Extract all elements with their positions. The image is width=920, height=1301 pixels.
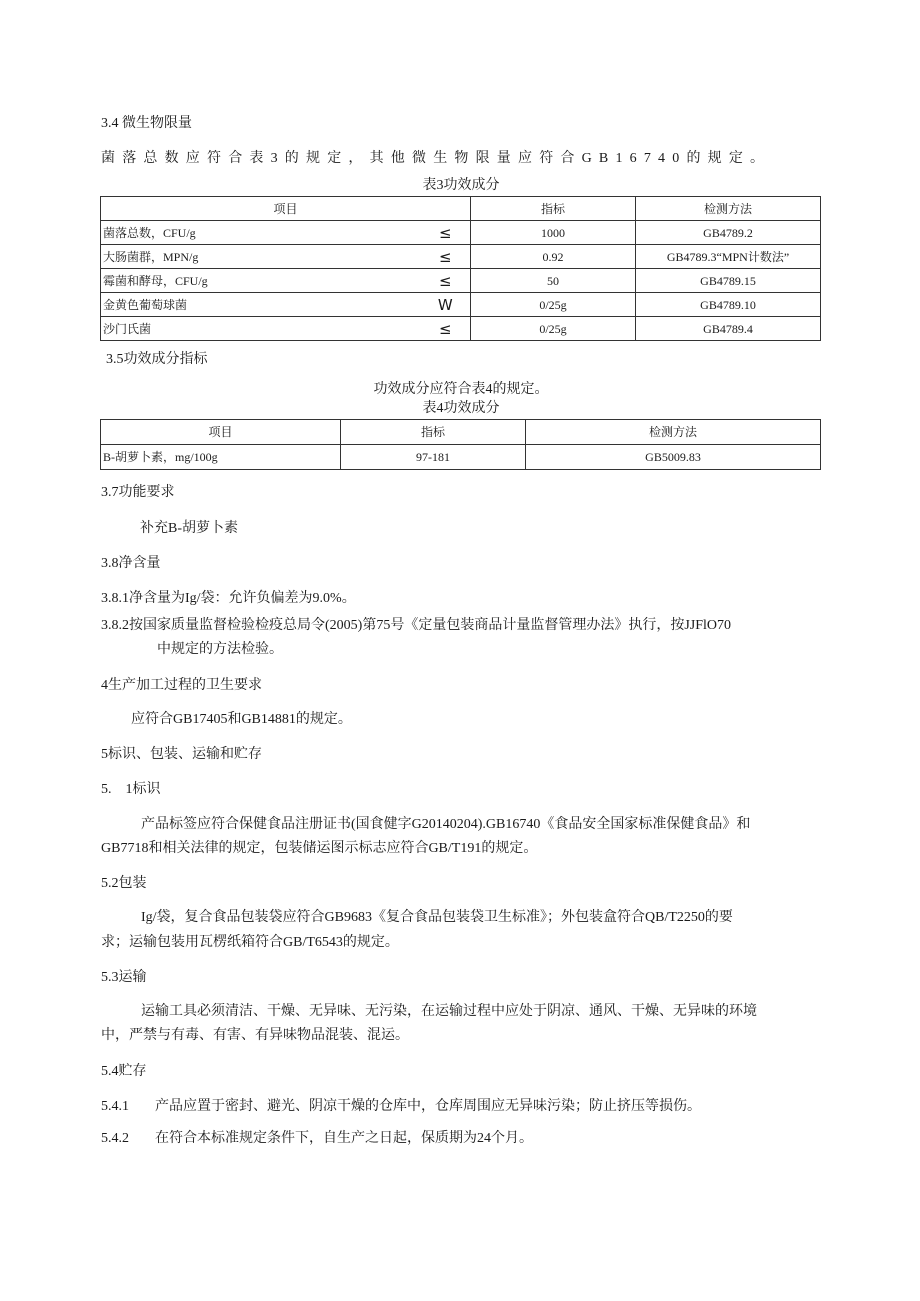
table-row: [101, 221, 821, 245]
table-3-method: GB4789.2: [636, 221, 821, 245]
section-5-3-line-1: 运输工具必须清洁、干燥、无异味、无污染，在运输过程中应处于阴凉、通风、干燥、无异味的环境: [141, 1004, 757, 1019]
section-5-3-line-2: 中，严禁与有毒、有害、有异味物品混装、混运。: [101, 1028, 409, 1043]
section-3-8-2-line-2: 中规定的方法检验。: [157, 642, 283, 657]
table-4-item: B-胡萝卜素，mg/100g: [101, 445, 341, 470]
table-4-caption: 表4功效成分: [422, 401, 500, 416]
table-row: [101, 293, 821, 317]
table-3-item: 金黄色葡萄球菌: [101, 293, 421, 317]
section-3-8-heading: 3.8净含量: [101, 556, 161, 571]
section-5-4-2-number: 5.4.2: [101, 1131, 129, 1146]
table-4-method: GB5009.83: [526, 445, 821, 470]
table-row: [101, 245, 821, 269]
table-3-value: 0.92: [471, 245, 636, 269]
section-3-5-body: 功效成分应符合表4的规定。: [373, 382, 549, 397]
section-5-3-heading: 5.3运输: [101, 970, 147, 985]
section-5-1-line-2: GB7718和相关法律的规定，包装储运图示标志应符合GB/T191的规定。: [101, 841, 538, 856]
section-4-heading: 4生产加工过程的卫生要求: [101, 678, 262, 693]
section-4-body: 应符合GB17405和GB14881的规定。: [131, 712, 352, 727]
table-3-method: GB4789.4: [636, 317, 821, 341]
table-4-value: 97-181: [341, 445, 526, 470]
table-row: [101, 445, 821, 470]
table-4: [100, 419, 821, 470]
table-4-header-item: 项目: [101, 420, 341, 445]
table-row: [101, 269, 821, 293]
table-3-method: GB4789.15: [636, 269, 821, 293]
table-row: [101, 317, 821, 341]
less-equal-symbol: ≤: [421, 245, 471, 269]
table-3-item: 霉菌和酵母，CFU/g: [101, 269, 421, 293]
table-3-value: 1000: [471, 221, 636, 245]
section-3-8-2-line-1: 3.8.2按国家质量监督检验检疫总局令(2005)第75号《定量包装商品计量监督管理办法》执行，按JJFlO70: [101, 618, 732, 633]
less-equal-symbol: ≤: [421, 221, 471, 245]
table-3-value: 50: [471, 269, 636, 293]
less-equal-symbol: ≤: [421, 317, 471, 341]
table-4-header-row: [101, 420, 821, 445]
table-3-method: GB4789.10: [636, 293, 821, 317]
section-3-4-heading: 3.4 微生物限量: [101, 116, 192, 131]
table-3-value: 0/25g: [471, 317, 636, 341]
section-3-7-body: 补充B-胡萝卜素: [140, 521, 238, 536]
section-5-1-line-1: 产品标签应符合保健食品注册证书(国食健字G20140204).GB16740《食品安全国家标准保健食品》和: [141, 817, 751, 832]
less-equal-symbol: ≤: [421, 269, 471, 293]
section-3-8-1: 3.8.1净含量为Ig/袋：允许负偏差为9.0%。: [101, 591, 356, 606]
table-3-header-value: 指标: [471, 197, 636, 221]
table-3-caption: 表3功效成分: [422, 178, 500, 193]
table-3-item: 大肠菌群，MPN/g: [101, 245, 421, 269]
table-3-method: GB4789.3“MPN计数法”: [636, 245, 821, 269]
table-3-item: 菌落总数，CFU/g: [101, 221, 421, 245]
section-5-2-line-1: Ig/袋，复合食品包装袋应符合GB9683《复合食品包装袋卫生标准》；外包装盒符合QB/T2250的要: [141, 910, 733, 925]
section-5-heading: 5标识、包装、运输和贮存: [101, 747, 262, 762]
section-3-4-body: 菌落总数应符合表3的规定，其他微生物限量应符合GB16740的规定。: [101, 151, 772, 166]
section-5-1-heading: 5. 1标识: [101, 782, 161, 797]
table-3-item: 沙门氏菌: [101, 317, 421, 341]
section-5-2-line-2: 求；运输包装用瓦楞纸箱符合GB/T6543的规定。: [101, 935, 399, 950]
table-4-header-value: 指标: [341, 420, 526, 445]
section-5-4-1-text: 产品应置于密封、避光、阴凉干燥的仓库中，仓库周围应无异味污染；防止挤压等损伤。: [155, 1099, 701, 1114]
table-3: [100, 196, 821, 341]
section-5-4-2-text: 在符合本标准规定条件下，自生产之日起，保质期为24个月。: [155, 1131, 533, 1146]
table-3-header-item: 项目: [101, 197, 471, 221]
w-symbol: W: [421, 293, 471, 317]
table-4-header-method: 检测方法: [526, 420, 821, 445]
section-3-5-heading: 3.5功效成分指标: [106, 352, 208, 367]
section-5-4-heading: 5.4贮存: [101, 1064, 147, 1079]
section-5-4-1-number: 5.4.1: [101, 1099, 129, 1114]
section-5-2-heading: 5.2包装: [101, 876, 147, 891]
table-3-value: 0/25g: [471, 293, 636, 317]
table-3-header-row: [101, 197, 821, 221]
section-3-7-heading: 3.7功能要求: [101, 485, 175, 500]
table-3-header-method: 检测方法: [636, 197, 821, 221]
